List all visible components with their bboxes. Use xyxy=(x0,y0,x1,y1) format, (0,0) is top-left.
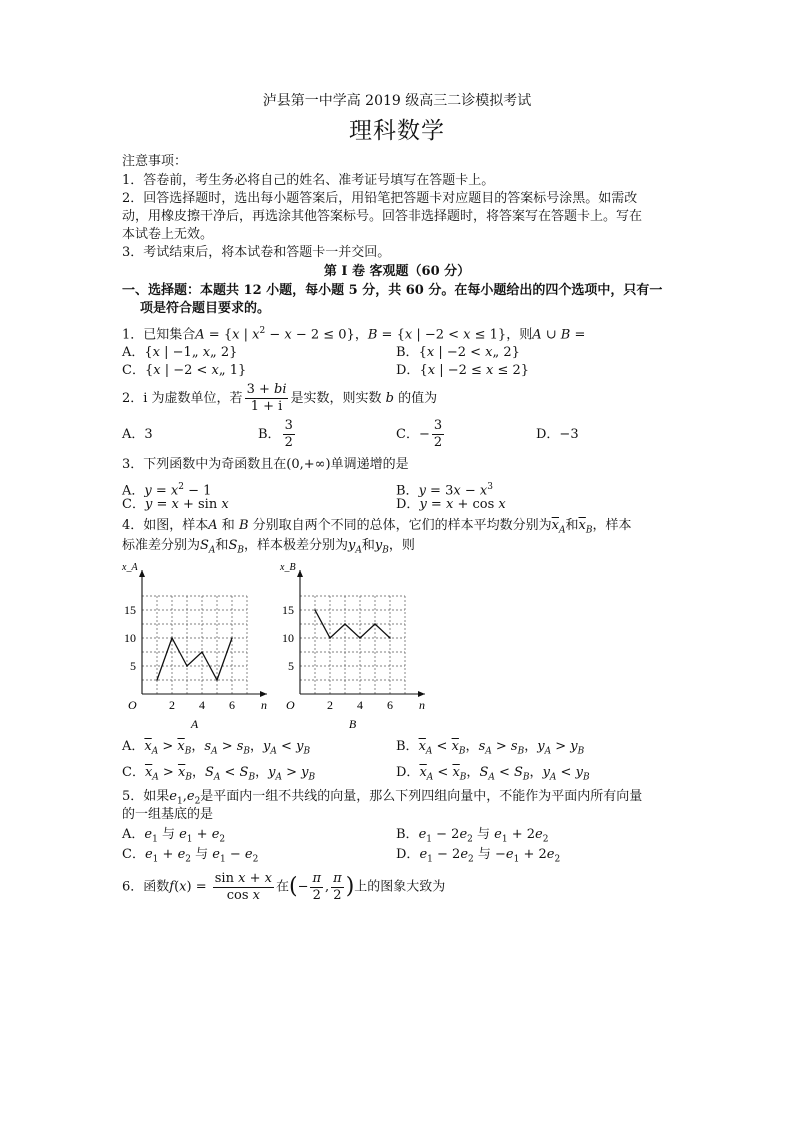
chart-b-ytick-label: 5 xyxy=(288,659,294,673)
chart-b-x-axis-label: n xyxy=(419,698,425,712)
q4-stem-e: ，样本极差分别为 xyxy=(243,538,348,553)
q5-option-b: B．$e_1 - 2e_2$ 与 $e_1 + 2e_2$ xyxy=(396,827,549,845)
q2-stem-end: 的值为 xyxy=(398,391,438,406)
q2-b-fraction: $\frac{3}{2}$ xyxy=(284,418,293,450)
q4-stem-a: 4．如图，样本 xyxy=(122,518,209,533)
q6-stem: 6．函数f(x) = $\frac{\text{sin x + x}}{\text{cos x}}$ 在(− $\frac{\pi}{2}$ , $\frac{\pi}{2}$ )上的图象大致为 xyxy=(122,870,446,903)
notes-heading: 注意事项： xyxy=(122,154,188,169)
chart-b-xtick-label: 6 xyxy=(387,698,393,712)
section-instruction-2: 项是符合题目要求的。 xyxy=(140,301,271,316)
chart-a-data-point xyxy=(216,679,218,681)
q6-stem-a: 6．函数 xyxy=(122,879,170,895)
school-exam-title: 泸县第一中学高 2019 级高三二诊模拟考试 xyxy=(262,93,532,109)
chart-b-body xyxy=(279,562,425,731)
q1-option-b: B．{x | −2 < x„ 2} xyxy=(396,345,520,360)
chart-a-ytick-label: 10 xyxy=(124,631,136,645)
q5-option-a: A．$e_1$ 与 $e_1 + e_2$ xyxy=(122,827,226,845)
q2-c-label: C．− xyxy=(396,427,430,442)
q1-c-label: C． xyxy=(122,363,145,378)
q1-option-d: D．{x | −2 ≤ x ≤ 2} xyxy=(396,363,530,378)
chart-a-xtick-label: 6 xyxy=(229,698,235,712)
chart-a-data-point xyxy=(156,679,158,681)
chart-b-origin-label: O xyxy=(286,698,295,712)
q6-left-bound: $\frac{\pi}{2}$ xyxy=(312,870,322,903)
chart-a-data-point xyxy=(171,637,173,639)
chart-a-caption: A xyxy=(190,717,199,731)
q3-a-label: A． xyxy=(122,483,145,499)
q4-option-a: A．$\overline{x}_A > \overline{x}_B$，$s_A > s_B$，$y_A < y_B$ xyxy=(122,739,311,757)
chart-b-data-point xyxy=(374,623,376,625)
q5-d-label: D． xyxy=(396,847,420,862)
q1-option-a: A．{x | −1„ x„ 2} xyxy=(122,345,238,360)
q3-stem-text: 3．下列函数中为奇函数且在 xyxy=(122,457,287,472)
q1-d-label: D． xyxy=(396,363,420,378)
q1-stem: 1．已知集合A = {x | $x^2 - x - 2 \le 0$}，B = {x | −2 < x ≤ 1}，则A ∪ B = xyxy=(122,326,586,343)
q4-stem-d: 标准差分别为 xyxy=(122,538,201,553)
q4-stem-line-2: 标准差分别为$S_A$和$S_B$，样本极差分别为$y_A$和$y_B$，则 xyxy=(122,538,415,556)
chart-b-data-point xyxy=(314,609,316,611)
q6-stem-c: 上的图象大致为 xyxy=(354,879,446,895)
chart-b-y-axis-label: x_B xyxy=(280,562,296,573)
q4-a-label: A． xyxy=(122,739,145,754)
section-title: 第 I 卷 客观题（60 分） xyxy=(323,264,471,279)
note-2-line-1: 2．回答选择题时，选出每小题答案后，用铅笔把答题卡对应题目的答案标号涂黑。如需改 xyxy=(122,191,638,206)
chart-a-data-point xyxy=(201,651,203,653)
chart-a-ytick-label: 5 xyxy=(130,659,136,673)
chart-a-xtick-label: 2 xyxy=(169,698,175,712)
note-3: 3．考试结束后，将本试卷和答题卡一并交回。 xyxy=(122,245,391,260)
section-instruction-1: 一、选择题：本题共 12 小题，每小题 5 分，共 60 分。在每小题给出的四个选项中，只有一 xyxy=(122,283,663,298)
q4-option-d: D．$\overline{x}_A < \overline{x}_B$，$S_A < S_B$，$y_A < y_B$ xyxy=(396,765,590,783)
q6-fraction: $\frac{\text{sin x + x}}{\text{cos x}}$ xyxy=(214,870,272,903)
chart-a-x-axis-label: n xyxy=(261,698,267,712)
q4-stem-c: ，样本 xyxy=(592,518,632,533)
note-1: 1．答卷前，考生务必将自己的姓名、准考证号填写在答题卡上。 xyxy=(122,173,495,188)
q5-option-d: D．$e_1 - 2e_2$ 与 $-e_1 + 2e_2$ xyxy=(396,847,561,865)
q4-option-b: B．$\overline{x}_A < \overline{x}_B$，$s_A > s_B$，$y_A > y_B$ xyxy=(396,739,585,757)
chart-a-body xyxy=(121,562,267,731)
q3-b-label: B． xyxy=(396,483,419,499)
q5-stem-line-2: 的一组基底的是 xyxy=(122,807,214,822)
q2-stem-text: 2．i 为虚数单位，若 xyxy=(122,391,243,406)
chart-a-origin-label: O xyxy=(128,698,137,712)
q4-chart-a xyxy=(112,556,282,732)
q2-c-fraction: $\frac{3}{2}$ xyxy=(433,418,443,450)
q5-stem-a: 5．如果 xyxy=(122,789,170,804)
chart-b-data-point xyxy=(389,637,391,639)
q5-a-label: A． xyxy=(122,827,145,842)
chart-b-x-arrow xyxy=(418,691,425,697)
chart-b-ytick-label: 10 xyxy=(282,631,294,645)
q3-stem-tail: 单调递增的是 xyxy=(330,457,409,472)
q3-c-label: C． xyxy=(122,497,145,512)
q3-stem: 3．下列函数中为奇函数且在(0,+∞)单调递增的是 xyxy=(122,457,409,472)
q5-stem-line-1: 5．如果$e_1,e_2$是平面内一组不共线的向量，那么下列四组向量中，不能作为平面内所有向量 xyxy=(122,789,643,807)
q3-option-a: A．$y = x^2 - 1$ xyxy=(122,482,212,499)
q4-stem-f: ，则 xyxy=(388,538,415,553)
q2-option-b xyxy=(258,418,297,452)
chart-b-xtick-label: 2 xyxy=(327,698,333,712)
chart-b-data-point xyxy=(359,637,361,639)
q4-chart-b xyxy=(270,556,440,732)
q2-b-label: B． xyxy=(258,427,281,442)
q4-c-label: C． xyxy=(122,765,145,780)
chart-a-y-axis-label: x_A xyxy=(122,562,138,573)
chart-a-xtick-label: 4 xyxy=(199,698,205,712)
chart-a-data-point xyxy=(186,665,188,667)
q2-option-d: D．−3 xyxy=(536,427,579,442)
q3-option-b: B．$y = 3x - x^3$ xyxy=(396,482,493,499)
q4-b-label: B． xyxy=(396,739,419,754)
q1-stem-tail: ，则 xyxy=(506,327,533,343)
chart-b-data-point xyxy=(329,637,331,639)
chart-b-xtick-label: 4 xyxy=(357,698,363,712)
q1-a-label: A． xyxy=(122,345,145,360)
q5-stem-b: 是平面内一组不共线的向量，那么下列四组向量中，不能作为平面内所有向量 xyxy=(200,789,643,804)
chart-b-data-point xyxy=(344,623,346,625)
chart-b-caption: B xyxy=(348,717,357,731)
q6-stem-b: 在 xyxy=(275,879,289,895)
q2-option-a: A．3 xyxy=(122,427,153,442)
note-2-line-3: 本试卷上无效。 xyxy=(122,227,214,242)
q4-d-label: D． xyxy=(396,765,420,780)
q6-right-bound: $\frac{\pi}{2}$ xyxy=(333,870,342,903)
chart-a-x-arrow xyxy=(260,691,267,697)
chart-b-ytick-label: 15 xyxy=(282,603,294,617)
q1-stem-text: 1．已知集合 xyxy=(122,327,196,343)
chart-a-data-point xyxy=(231,637,233,639)
chart-b-y-arrow xyxy=(297,570,303,577)
chart-a-series-line xyxy=(157,638,232,680)
note-2-line-2: 动，用橡皮擦干净后，再选涂其他答案标号。回答非选择题时，将答案写在答题卡上。写在 xyxy=(122,209,643,224)
q4-option-c: C．$\overline{x}_A > \overline{x}_B$，$S_A < S_B$，$y_A > y_B$ xyxy=(122,765,316,783)
q2-fraction: $\frac{3 + bi}{1 + i}$ xyxy=(246,382,287,414)
q2-stem: 2．i 为虚数单位，若 $\frac{3 + bi}{1 + i}$ 是实数，则实数 b 的值为 xyxy=(122,382,438,414)
q4-stem-line-1: 4．如图，样本A 和 B 分别取自两个不同的总体，它们的样本平均数分别为$\overline{x}_A$和$\overline{x}_B$，样本 xyxy=(122,518,632,536)
subject-title: 理科数学 xyxy=(349,118,445,144)
q2-option-c xyxy=(396,418,446,452)
q2-stem-mid: 是实数，则实数 xyxy=(290,391,382,406)
q5-c-label: C． xyxy=(122,847,145,862)
q3-option-c: C．y = x + sin x xyxy=(122,497,229,512)
q5-b-label: B． xyxy=(396,827,419,842)
q1-option-c: C．{x | −2 < x„ 1} xyxy=(122,363,247,378)
chart-a-y-arrow xyxy=(139,570,145,577)
q3-d-label: D． xyxy=(396,497,420,512)
q4-stem-b: 分别取自两个不同的总体，它们的样本平均数分别为 xyxy=(252,518,552,533)
q1-b-label: B． xyxy=(396,345,419,360)
q5-option-c: C．$e_1 + e_2$ 与 $e_1 - e_2$ xyxy=(122,847,259,865)
q3-option-d: D．y = x + cos x xyxy=(396,497,506,512)
chart-a-ytick-label: 15 xyxy=(124,603,136,617)
